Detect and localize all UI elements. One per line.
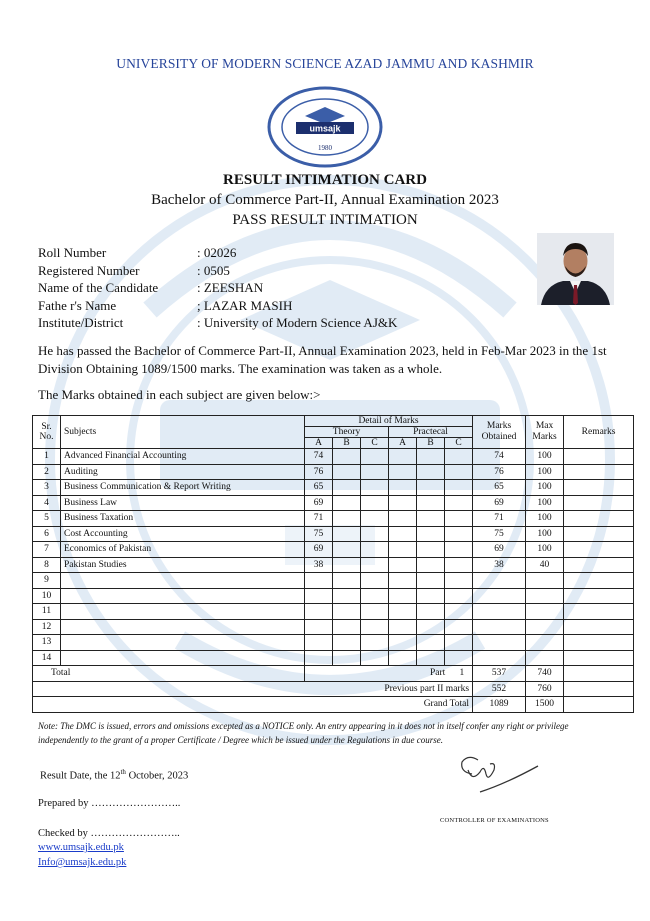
cell-theory-c: [361, 542, 389, 558]
cell-theory-b: [333, 526, 361, 542]
cell-remarks: [564, 619, 634, 635]
cell-theory-b: [333, 619, 361, 635]
logo-text: umsajk: [309, 123, 341, 134]
cell-theory-b: [333, 464, 361, 480]
cell-obtained: 71: [473, 511, 526, 527]
cell-practical-b: [417, 495, 445, 511]
info-label: Fathe r's Name: [38, 297, 117, 313]
info-row-institute: [38, 314, 517, 332]
table-row: [33, 464, 634, 480]
cell-max: [526, 573, 564, 589]
cell-sr: 14: [33, 650, 61, 666]
cell-practical-a: [389, 635, 417, 651]
cell-sr: 10: [33, 588, 61, 604]
card-title: RESULT INTIMATION CARD: [223, 172, 427, 188]
table-row: [33, 573, 634, 589]
cell-theory-b: [333, 650, 361, 666]
grand-total-label: Grand Total: [33, 697, 473, 713]
cell-practical-a: [389, 449, 417, 465]
table-row: [33, 495, 634, 511]
cell-practical-c: [445, 573, 473, 589]
logo-year: 1980: [318, 144, 332, 152]
obtained-header: [473, 416, 526, 449]
cell-max: [526, 619, 564, 635]
cell-sr: 12: [33, 619, 61, 635]
cell-practical-b: [417, 573, 445, 589]
cell-obtained: [473, 635, 526, 651]
sr-header: [33, 416, 61, 449]
website-link[interactable]: www.umsajk.edu.pk: [38, 842, 124, 853]
cell-practical-c: [445, 619, 473, 635]
cell-practical-b: [417, 542, 445, 558]
previous-obtained: 552: [473, 681, 526, 697]
university-logo: [266, 86, 384, 168]
cell-theory-b: [333, 557, 361, 573]
cell-practical-c: [445, 650, 473, 666]
theory-c-header: C: [361, 438, 389, 449]
max-header: [526, 416, 564, 449]
cell-remarks: [564, 604, 634, 620]
grand-total-remarks: [564, 697, 634, 713]
cell-theory-a: [305, 604, 333, 620]
cell-theory-a: [305, 588, 333, 604]
cell-practical-c: [445, 464, 473, 480]
cell-remarks: [564, 495, 634, 511]
table-row: [33, 635, 634, 651]
sr-header-line2: No.: [39, 432, 54, 442]
subjects-header: Subjects: [61, 416, 305, 449]
cell-obtained: 76: [473, 464, 526, 480]
cell-practical-b: [417, 480, 445, 496]
table-row: [33, 557, 634, 573]
cell-theory-a: [305, 650, 333, 666]
cell-subject: [61, 588, 305, 604]
cell-subject: Business Law: [61, 495, 305, 511]
cell-sr: 13: [33, 635, 61, 651]
cell-practical-a: [389, 542, 417, 558]
table-row: [33, 480, 634, 496]
total-remarks: [564, 666, 634, 682]
cell-theory-b: [333, 495, 361, 511]
obtained-header-line1: Marks: [486, 421, 512, 431]
cell-obtained: 74: [473, 449, 526, 465]
cell-sr: 8: [33, 557, 61, 573]
cell-practical-b: [417, 526, 445, 542]
cell-max: [526, 650, 564, 666]
cell-remarks: [564, 542, 634, 558]
result-date: [40, 768, 188, 782]
previous-max: 760: [526, 681, 564, 697]
cell-obtained: 69: [473, 542, 526, 558]
table-row: [33, 449, 634, 465]
cell-theory-a: 69: [305, 495, 333, 511]
remarks-header: Remarks: [564, 416, 634, 449]
cell-practical-a: [389, 650, 417, 666]
cell-theory-a: 76: [305, 464, 333, 480]
table-row: [33, 542, 634, 558]
cell-theory-c: [361, 495, 389, 511]
table-row: [33, 526, 634, 542]
info-label: Registered Number: [38, 262, 140, 278]
cell-practical-b: [417, 635, 445, 651]
cell-practical-a: [389, 526, 417, 542]
cell-obtained: 38: [473, 557, 526, 573]
info-row-name: [38, 279, 517, 297]
cell-subject: Business Taxation: [61, 511, 305, 527]
cell-subject: Pakistan Studies: [61, 557, 305, 573]
info-value: : 0505: [197, 262, 230, 278]
cell-obtained: [473, 573, 526, 589]
cell-max: [526, 635, 564, 651]
cell-max: 40: [526, 557, 564, 573]
cell-theory-c: [361, 464, 389, 480]
info-row-father: [38, 297, 517, 315]
cell-remarks: [564, 526, 634, 542]
cell-subject: Cost Accounting: [61, 526, 305, 542]
cell-max: 100: [526, 495, 564, 511]
cell-obtained: 65: [473, 480, 526, 496]
cell-theory-a: 38: [305, 557, 333, 573]
cell-remarks: [564, 588, 634, 604]
result-date-sup: th: [120, 768, 126, 776]
info-value: : ZEESHAN: [197, 280, 264, 295]
cell-practical-c: [445, 526, 473, 542]
cell-practical-c: [445, 449, 473, 465]
cell-theory-b: [333, 542, 361, 558]
previous-label: Previous part II marks: [33, 681, 473, 697]
cell-remarks: [564, 480, 634, 496]
cell-subject: [61, 635, 305, 651]
cell-obtained: 75: [473, 526, 526, 542]
info-value: : 02026: [197, 245, 237, 260]
cell-theory-a: [305, 635, 333, 651]
university-name: UNIVERSITY OF MODERN SCIENCE AZAD JAMMU AND KASHMIR: [116, 56, 534, 71]
cell-remarks: [564, 650, 634, 666]
cell-obtained: [473, 619, 526, 635]
obtained-header-line2: Obtained: [481, 432, 517, 442]
candidate-photo: [537, 233, 614, 305]
cell-practical-a: [389, 557, 417, 573]
marks-table: [32, 415, 634, 713]
info-value: : University of Modern Science AJ&K: [197, 315, 398, 330]
result-date-rest: October, 2023: [125, 770, 189, 782]
cell-max: 100: [526, 542, 564, 558]
cell-theory-a: [305, 619, 333, 635]
cell-obtained: [473, 588, 526, 604]
cell-practical-a: [389, 588, 417, 604]
cell-theory-b: [333, 635, 361, 651]
practical-c-header: C: [445, 438, 473, 449]
cell-sr: 6: [33, 526, 61, 542]
exam-subtitle: Bachelor of Commerce Part-II, Annual Examination 2023: [151, 192, 499, 208]
practical-header: Practecal: [389, 427, 473, 438]
cell-theory-b: [333, 588, 361, 604]
cell-max: 100: [526, 464, 564, 480]
grand-total-obtained: 1089: [473, 697, 526, 713]
cell-practical-c: [445, 604, 473, 620]
cell-subject: [61, 650, 305, 666]
theory-header: Theory: [305, 427, 389, 438]
controller-signature: [450, 752, 540, 800]
cell-practical-c: [445, 480, 473, 496]
cell-practical-b: [417, 464, 445, 480]
cell-max: 100: [526, 526, 564, 542]
cell-practical-c: [445, 542, 473, 558]
cell-theory-c: [361, 635, 389, 651]
cell-sr: 4: [33, 495, 61, 511]
cell-practical-a: [389, 495, 417, 511]
cell-practical-a: [389, 480, 417, 496]
cell-remarks: [564, 464, 634, 480]
cell-practical-b: [417, 511, 445, 527]
cell-obtained: [473, 650, 526, 666]
cell-practical-c: [445, 635, 473, 651]
cell-practical-a: [389, 511, 417, 527]
cell-max: 100: [526, 449, 564, 465]
previous-remarks: [564, 681, 634, 697]
candidate-info: [38, 244, 517, 332]
cell-subject: Advanced Financial Accounting: [61, 449, 305, 465]
cell-practical-b: [417, 449, 445, 465]
table-row: [33, 650, 634, 666]
cell-theory-c: [361, 650, 389, 666]
cell-theory-a: [305, 573, 333, 589]
cell-max: [526, 588, 564, 604]
cell-theory-c: [361, 449, 389, 465]
controller-title: CONTROLLER OF EXAMINATIONS: [440, 817, 549, 824]
practical-b-header: B: [417, 438, 445, 449]
email-link[interactable]: Info@umsajk.edu.pk: [38, 857, 127, 868]
cell-theory-c: [361, 604, 389, 620]
cell-theory-a: 65: [305, 480, 333, 496]
total-max: 740: [526, 666, 564, 682]
theory-a-header: A: [305, 438, 333, 449]
dmc-note: Note: The DMC is issued, errors and omissions excepted as a NOTICE only. An entry appearing in it does not in itself confer any right or privilege independently to the grant of a proper Certificate / Degree which be issued under the Regulations in due course.: [38, 721, 569, 745]
cell-theory-c: [361, 557, 389, 573]
info-value: ; LAZAR MASIH: [197, 297, 293, 313]
cell-practical-a: [389, 464, 417, 480]
cell-subject: [61, 573, 305, 589]
cell-subject: Auditing: [61, 464, 305, 480]
grand-total-max: 1500: [526, 697, 564, 713]
total-obtained: 537: [473, 666, 526, 682]
cell-max: [526, 604, 564, 620]
cell-sr: 11: [33, 604, 61, 620]
cell-theory-c: [361, 480, 389, 496]
cell-theory-a: 75: [305, 526, 333, 542]
cell-remarks: [564, 635, 634, 651]
info-row-registered: [38, 262, 517, 280]
previous-row: [33, 681, 634, 697]
cell-subject: [61, 604, 305, 620]
cell-remarks: [564, 449, 634, 465]
sr-header-line1: Sr.: [41, 422, 52, 432]
part-label: Part: [429, 668, 446, 679]
cell-practical-b: [417, 619, 445, 635]
cell-theory-b: [333, 480, 361, 496]
prepared-by: Prepared by ……………………..: [38, 798, 181, 809]
cell-remarks: [564, 573, 634, 589]
table-row: [33, 588, 634, 604]
cell-theory-b: [333, 449, 361, 465]
cell-sr: 2: [33, 464, 61, 480]
part-cell: [305, 666, 473, 682]
cell-practical-c: [445, 495, 473, 511]
cell-subject: Economics of Pakistan: [61, 542, 305, 558]
table-row: [33, 604, 634, 620]
cell-theory-c: [361, 619, 389, 635]
cell-theory-c: [361, 511, 389, 527]
info-label: Institute/District: [38, 315, 124, 330]
cell-theory-c: [361, 526, 389, 542]
cell-sr: 1: [33, 449, 61, 465]
cell-theory-c: [361, 573, 389, 589]
cell-sr: 3: [33, 480, 61, 496]
cell-subject: [61, 619, 305, 635]
table-row: [33, 511, 634, 527]
cell-remarks: [564, 511, 634, 527]
theory-b-header: B: [333, 438, 361, 449]
checked-by: Checked by ……………………..: [38, 828, 180, 839]
info-label: Name of the Candidate: [38, 280, 159, 295]
total-label: Total: [33, 666, 305, 682]
info-row-roll: [38, 244, 517, 262]
result-status: PASS RESULT INTIMATION: [232, 212, 418, 228]
cell-max: 100: [526, 480, 564, 496]
cell-practical-a: [389, 619, 417, 635]
total-row: [33, 666, 634, 682]
cell-remarks: [564, 557, 634, 573]
cell-practical-b: [417, 588, 445, 604]
cell-sr: 7: [33, 542, 61, 558]
cell-theory-a: 71: [305, 511, 333, 527]
grand-total-row: [33, 697, 634, 713]
cell-theory-c: [361, 588, 389, 604]
info-label: Roll Number: [38, 245, 107, 260]
cell-max: 100: [526, 511, 564, 527]
cell-subject: Business Communication & Report Writing: [61, 480, 305, 496]
part-number: 1: [459, 668, 465, 679]
cell-theory-a: 69: [305, 542, 333, 558]
cell-practical-b: [417, 557, 445, 573]
max-header-line1: Max: [535, 421, 554, 431]
table-row: [33, 619, 634, 635]
cell-practical-c: [445, 557, 473, 573]
practical-a-header: A: [389, 438, 417, 449]
cell-practical-a: [389, 573, 417, 589]
cell-obtained: 69: [473, 495, 526, 511]
cell-sr: 5: [33, 511, 61, 527]
cell-theory-a: 74: [305, 449, 333, 465]
cell-practical-a: [389, 604, 417, 620]
cell-practical-b: [417, 604, 445, 620]
cell-practical-c: [445, 588, 473, 604]
marks-rows: [33, 449, 634, 666]
cell-theory-b: [333, 604, 361, 620]
result-date-prefix: Result Date, the 12: [40, 770, 121, 782]
cell-practical-b: [417, 650, 445, 666]
max-header-line2: Marks: [532, 432, 557, 442]
detail-header: Detail of Marks: [305, 416, 473, 427]
cell-practical-c: [445, 511, 473, 527]
cell-obtained: [473, 604, 526, 620]
cell-theory-b: [333, 511, 361, 527]
marks-intro: The Marks obtained in each subject are given below:>: [38, 387, 321, 402]
cell-sr: 9: [33, 573, 61, 589]
cell-theory-b: [333, 573, 361, 589]
result-statement: He has passed the Bachelor of Commerce Part-II, Annual Examination 2023, held in Feb-Mar 2023 in the 1st Division Obtaining 1089/1500 marks. The examination was taken as a whole.: [38, 343, 607, 376]
